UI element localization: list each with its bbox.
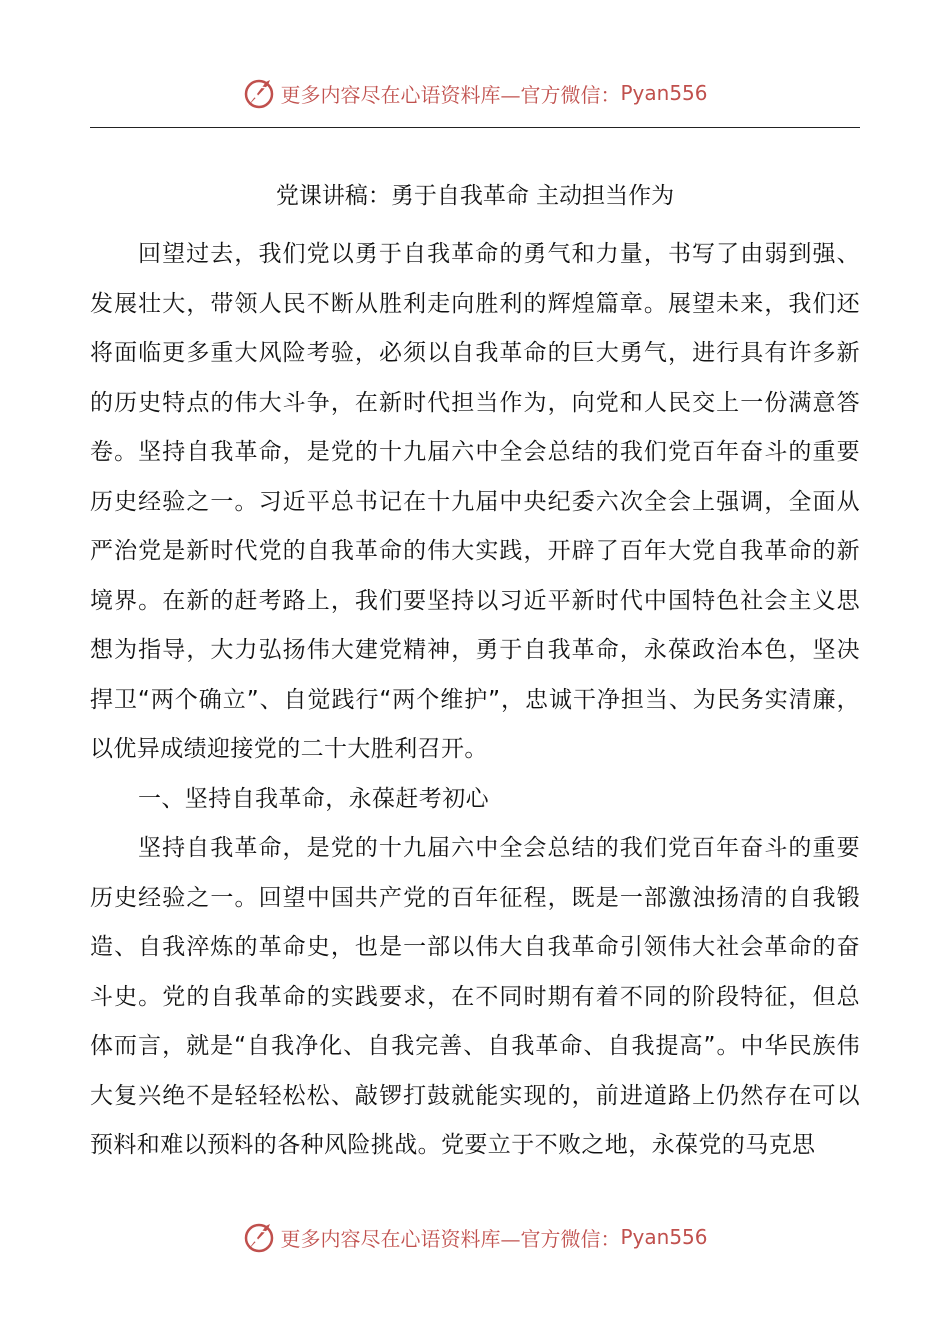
header-banner (0, 73, 950, 113)
body-paragraph: 坚持自我革命，是党的十九届六中全会总结的我们党百年奋斗的重要历史经验之一。回望中国共产党的百年征程，既是一部激浊扬清的自我锻造、自我淬炼的革命史，也是一部以伟大自我革命引领伟大社会革命的奋斗史。党的自我革命的实践要求，在不同时期有着不同的阶段特征，但总体而言，就是“自我净化、自我完善、自我革命、自我提高”。中华民族伟大复兴绝不是轻轻松松、敲锣打鼓就能实现的，前进道路上仍然存在可以预料和难以预料的各种风险挑战。党要立于不败之地，永葆党的马克思 (90, 835, 860, 1158)
banner-wechat-id: Pyan556 (620, 81, 708, 105)
body-paragraph: 回望过去，我们党以勇于自我革命的勇气和力量，书写了由弱到强、发展壮大，带领人民不断从胜利走向胜利的辉煌篇章。展望未来，我们还将面临更多重大风险考验，必须以自我革命的巨大勇气，进行具有许多新的历史特点的伟大斗争，在新时代担当作为，向党和人民交上一份满意答卷。坚持自我革命，是党的十九届六中全会总结的我们党百年奋斗的重要历史经验之一。习近平总书记在十九届中央纪委六次全会上强调，全面从严治党是新时代党的自我革命的伟大实践，开辟了百年大党自我革命的新境界。在新的赶考路上，我们要坚持以习近平新时代中国特色社会主义思想为指导，大力弘扬伟大建党精神，勇于自我革命，永葆政治本色，坚决捍卫“两个确立”、自觉践行“两个维护”，忠诚干净担当、为民务实清廉，以优异成绩迎接党的二十大胜利召开。 (90, 241, 860, 762)
document-title: 党课讲稿：勇于自我革命 主动担当作为 (275, 183, 675, 209)
document-body (90, 230, 860, 1171)
banner-text: 更多内容尽在心语资料库—官方微信： (280, 1226, 621, 1251)
quill-pen-logo-icon (242, 1220, 276, 1254)
footer-banner (0, 1217, 950, 1257)
quill-pen-logo-icon (242, 76, 276, 110)
header-divider (90, 127, 860, 128)
section-heading: 一、坚持自我革命，永葆赶考初心 (138, 785, 489, 812)
banner-text: 更多内容尽在心语资料库—官方微信： (280, 82, 621, 107)
banner-wechat-id: Pyan556 (620, 1225, 708, 1249)
